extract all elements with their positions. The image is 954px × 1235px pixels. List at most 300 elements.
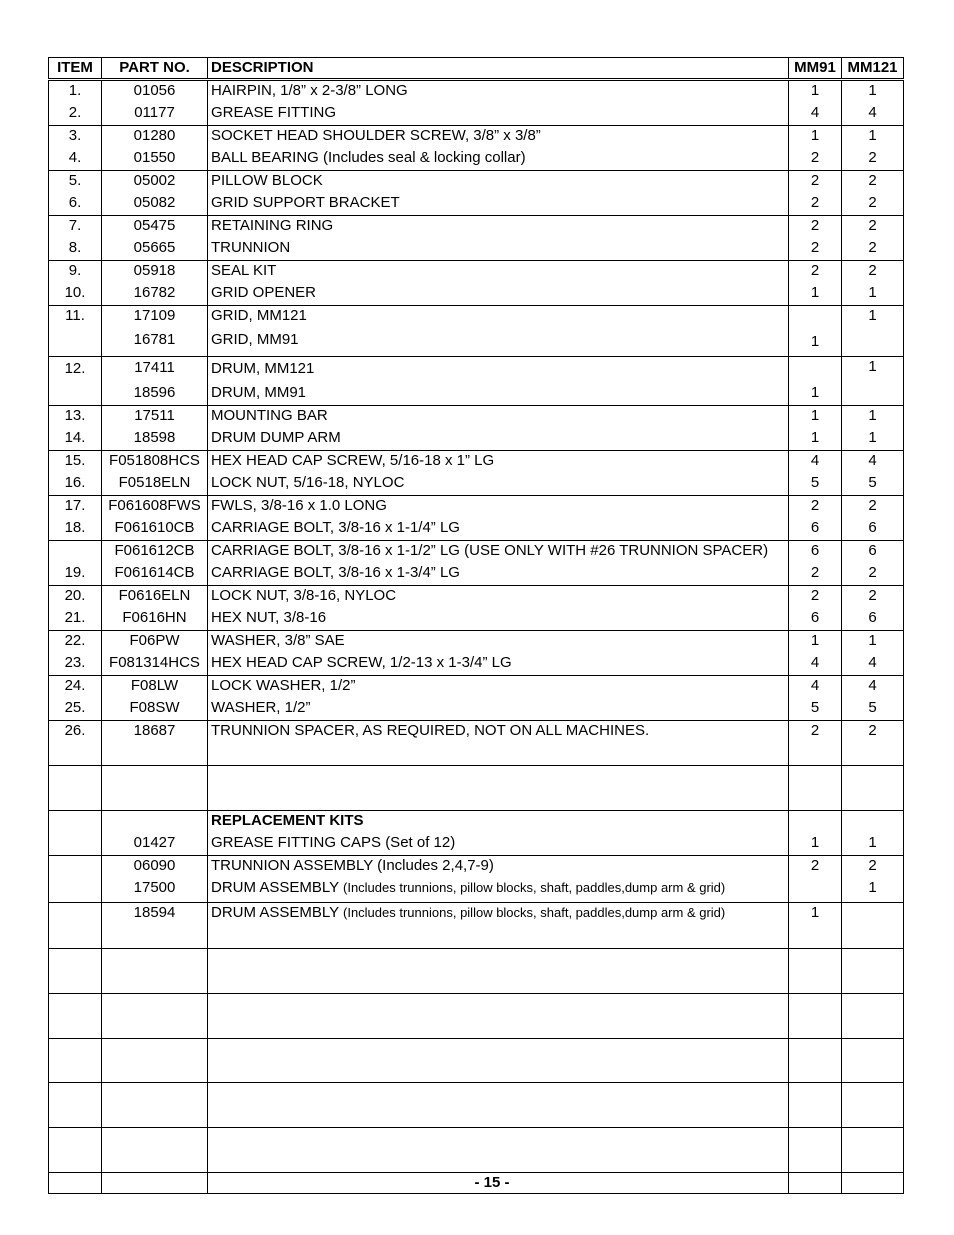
description-note: (Includes trunnions, pillow blocks, shaft, paddles,dump arm & grid) (343, 905, 726, 920)
mm121-qty-text: 1 (868, 307, 877, 324)
part-no-text: 05082 (133, 194, 176, 211)
description-cell (208, 608, 789, 631)
mm121-qty-cell (842, 811, 904, 834)
mm91-qty-cell (789, 406, 842, 429)
description-text: DRUM, MM121 (211, 360, 315, 377)
table-row (49, 126, 904, 149)
mm91-qty-cell (789, 193, 842, 216)
blank-row (49, 1083, 904, 1128)
part-no-text: 18596 (133, 384, 176, 401)
mm121-qty-cell (842, 608, 904, 631)
mm91-qty-text: 5 (810, 474, 820, 491)
item-text: 22. (64, 632, 86, 649)
item-text: 8. (68, 239, 82, 256)
item-cell (49, 878, 102, 903)
mm91-qty-cell (789, 766, 842, 811)
table-row (49, 451, 904, 474)
part-no-text: F0616HN (122, 609, 187, 626)
description-note: (Includes trunnions, pillow blocks, shaft, paddles,dump arm & grid) (343, 880, 726, 895)
mm121-qty-text: 1 (868, 429, 877, 446)
item-text: 12. (64, 360, 86, 377)
part-no-text: 18598 (133, 429, 176, 446)
part-no-cell (102, 451, 208, 474)
mm121-qty-text: 1 (868, 82, 877, 99)
part-no-cell (102, 406, 208, 429)
part-no-cell (102, 328, 208, 357)
part-no-text: F061614CB (114, 564, 195, 581)
part-no-cell (102, 171, 208, 194)
description-text: CARRIAGE BOLT, 3/8-16 x 1-1/2” LG (USE ONLY WITH #26 TRUNNION SPACER) (211, 542, 769, 559)
item-cell (49, 541, 102, 564)
mm91-qty-text: 6 (810, 542, 820, 559)
item-cell (49, 766, 102, 811)
mm121-qty-text: 2 (868, 217, 877, 234)
mm91-qty-text: 1 (810, 384, 820, 401)
description-cell (208, 383, 789, 406)
item-cell (49, 171, 102, 194)
table-row (49, 518, 904, 541)
mm91-qty-cell (789, 653, 842, 676)
table-row (49, 216, 904, 239)
mm91-qty-cell (789, 903, 842, 949)
item-cell (49, 193, 102, 216)
mm91-qty-cell (789, 383, 842, 406)
mm91-qty-cell (789, 473, 842, 496)
item-text: 3. (68, 127, 82, 144)
mm121-qty-text: 2 (868, 722, 877, 739)
blank-row (49, 1128, 904, 1173)
part-no-cell (102, 261, 208, 284)
part-no-text: F061610CB (114, 519, 195, 536)
mm121-qty-cell (842, 238, 904, 261)
blank-row (49, 1039, 904, 1083)
description-cell (208, 903, 789, 949)
description-text: TRUNNION ASSEMBLY (Includes 2,4,7-9) (211, 857, 494, 874)
description-text: TRUNNION SPACER, AS REQUIRED, NOT ON ALL MACHINES. (211, 722, 650, 739)
part-no-cell (102, 698, 208, 721)
mm121-qty-cell (842, 903, 904, 949)
mm91-qty-text: 1 (810, 333, 820, 350)
mm121-qty-text: 4 (868, 654, 877, 671)
table-row (49, 357, 904, 384)
mm121-qty-cell (842, 653, 904, 676)
part-no-cell (102, 994, 208, 1039)
mm121-qty-cell (842, 994, 904, 1039)
item-cell (49, 406, 102, 429)
description-text: TRUNNION (211, 239, 291, 256)
mm121-qty-cell (842, 541, 904, 564)
table-row (49, 171, 904, 194)
table-row (49, 193, 904, 216)
item-cell (49, 949, 102, 994)
description-text: WASHER, 1/2” (211, 699, 311, 716)
part-no-cell (102, 496, 208, 519)
part-no-cell (102, 518, 208, 541)
description-cell (208, 949, 789, 994)
table-row (49, 608, 904, 631)
part-no-text: 01550 (133, 149, 176, 166)
mm91-qty-cell (789, 171, 842, 194)
table-row (49, 653, 904, 676)
mm91-qty-cell (789, 878, 842, 903)
part-no-text: F051808HCS (109, 452, 200, 469)
mm91-qty-cell (789, 1039, 842, 1083)
part-no-text: 05475 (133, 217, 176, 234)
item-text: 14. (64, 429, 86, 446)
item-cell (49, 994, 102, 1039)
table-header-row (49, 58, 904, 80)
item-cell (49, 328, 102, 357)
part-no-cell (102, 283, 208, 306)
table-row (49, 586, 904, 609)
mm121-qty-cell (842, 518, 904, 541)
mm121-qty-cell (842, 451, 904, 474)
mm91-qty-text: 4 (810, 104, 820, 121)
description-cell (208, 833, 789, 856)
part-no-text: F061608FWS (108, 497, 201, 514)
item-text: 11. (65, 307, 85, 324)
table-row (49, 541, 904, 564)
description-cell (208, 406, 789, 429)
item-text: 13. (64, 407, 86, 424)
description-cell (208, 451, 789, 474)
mm121-qty-cell (842, 428, 904, 451)
item-cell (49, 357, 102, 384)
mm121-qty-cell (842, 406, 904, 429)
mm91-qty-cell (789, 1128, 842, 1173)
part-no-cell (102, 1039, 208, 1083)
item-cell (49, 833, 102, 856)
part-no-cell (102, 103, 208, 126)
mm121-qty-cell (842, 1083, 904, 1128)
mm121-qty-cell (842, 306, 904, 329)
mm121-qty-text: 1 (868, 632, 877, 649)
mm121-qty-cell (842, 103, 904, 126)
description-cell (208, 261, 789, 284)
blank-row (49, 994, 904, 1039)
mm91-qty-cell (789, 238, 842, 261)
description-cell (208, 766, 789, 811)
description-cell (208, 541, 789, 564)
mm121-qty-text: 4 (868, 677, 877, 694)
mm121-qty-text: 1 (868, 127, 877, 144)
item-text: 9. (68, 262, 82, 279)
part-no-cell (102, 148, 208, 171)
description-cell (208, 283, 789, 306)
mm91-qty-text: 6 (810, 519, 820, 536)
description-cell (208, 148, 789, 171)
kit-row (49, 878, 904, 903)
description-text: DRUM DUMP ARM (211, 429, 341, 446)
description-text: LOCK WASHER, 1/2” (211, 677, 356, 694)
item-cell (49, 451, 102, 474)
mm121-qty-cell (842, 473, 904, 496)
item-cell (49, 653, 102, 676)
description-text: DRUM ASSEMBLY (211, 904, 339, 921)
kit-row (49, 903, 904, 949)
mm91-qty-cell (789, 676, 842, 699)
part-no-text: 01427 (133, 834, 176, 851)
mm91-qty-text: 6 (810, 609, 820, 626)
mm121-qty-text: 1 (868, 358, 877, 375)
part-no-cell (102, 541, 208, 564)
mm91-qty-cell (789, 496, 842, 519)
table-row (49, 306, 904, 329)
mm121-qty-cell (842, 328, 904, 357)
mm121-qty-text: 2 (868, 149, 877, 166)
item-text: 26. (64, 722, 86, 739)
part-no-text: 01177 (134, 104, 175, 121)
item-cell (49, 811, 102, 834)
description-text: SOCKET HEAD SHOULDER SCREW, 3/8” x 3/8” (211, 127, 541, 144)
mm91-qty-text: 5 (810, 699, 820, 716)
item-cell (49, 1039, 102, 1083)
page-number: - 15 - (474, 1174, 510, 1191)
description-text: FWLS, 3/8-16 x 1.0 LONG (211, 497, 387, 514)
part-no-text: F0518ELN (118, 474, 191, 491)
mm91-qty-text: 1 (810, 632, 820, 649)
item-cell (49, 903, 102, 949)
description-text: PILLOW BLOCK (211, 172, 323, 189)
item-text: 6. (68, 194, 82, 211)
item-cell (49, 631, 102, 654)
item-text: 10. (64, 284, 86, 301)
mm121-qty-text: 4 (868, 104, 877, 121)
parts-table (48, 57, 904, 1194)
mm91-qty-text: 2 (810, 564, 820, 581)
part-no-cell (102, 903, 208, 949)
description-text: HEX HEAD CAP SCREW, 1/2-13 x 1-3/4” LG (211, 654, 512, 671)
item-text: 18. (64, 519, 86, 536)
part-no-cell (102, 428, 208, 451)
item-text: 20. (64, 587, 86, 604)
mm121-qty-text: 1 (868, 284, 877, 301)
mm121-qty-cell (842, 1128, 904, 1173)
mm121-qty-text: 5 (868, 699, 877, 716)
item-text: 21. (64, 609, 86, 626)
part-no-cell (102, 383, 208, 406)
item-cell (49, 518, 102, 541)
mm121-qty-cell (842, 676, 904, 699)
mm91-qty-cell (789, 811, 842, 834)
part-no-cell (102, 80, 208, 104)
part-no-cell (102, 631, 208, 654)
table-row (49, 676, 904, 699)
part-no-cell (102, 563, 208, 586)
part-no-cell (102, 1128, 208, 1173)
mm121-qty-cell (842, 586, 904, 609)
part-no-text: 17511 (134, 407, 175, 424)
description-cell (208, 631, 789, 654)
description-cell (208, 676, 789, 699)
mm91-qty-cell (789, 721, 842, 766)
table-row (49, 283, 904, 306)
item-text: 7. (68, 217, 82, 234)
item-cell (49, 148, 102, 171)
part-no-cell (102, 878, 208, 903)
mm91-qty-text: 2 (810, 722, 820, 739)
item-cell (49, 126, 102, 149)
description-cell (208, 994, 789, 1039)
description-text: LOCK NUT, 5/16-18, NYLOC (211, 474, 405, 491)
item-cell (49, 608, 102, 631)
blank-row (49, 766, 904, 811)
table-row (49, 563, 904, 586)
description-text: GREASE FITTING CAPS (Set of 12) (211, 834, 456, 851)
mm121-qty-text: 1 (868, 834, 877, 851)
part-no-cell (102, 1083, 208, 1128)
mm91-qty-cell (789, 631, 842, 654)
description-cell (208, 238, 789, 261)
mm121-qty-cell (842, 126, 904, 149)
mm121-qty-cell (842, 261, 904, 284)
mm121-qty-text: 5 (868, 474, 877, 491)
part-no-cell (102, 238, 208, 261)
table-row (49, 721, 904, 766)
part-no-text: 05918 (133, 262, 176, 279)
part-no-cell (102, 126, 208, 149)
mm91-qty-cell (789, 306, 842, 329)
part-no-text: 01056 (133, 82, 176, 99)
description-cell (208, 357, 789, 384)
mm121-qty-cell (842, 216, 904, 239)
item-cell (49, 496, 102, 519)
description-cell (208, 878, 789, 903)
mm91-qty-text: 4 (810, 654, 820, 671)
table-row (49, 383, 904, 406)
table-row (49, 148, 904, 171)
description-text: GREASE FITTING (211, 104, 337, 121)
item-text: 1. (68, 82, 82, 99)
description-text: GRID, MM91 (211, 331, 299, 348)
description-cell (208, 428, 789, 451)
mm121-qty-cell (842, 878, 904, 903)
description-cell (208, 653, 789, 676)
mm121-qty-cell (842, 766, 904, 811)
description-text: HAIRPIN, 1/8” x 2-3/8” LONG (211, 82, 408, 99)
item-text: 25. (64, 699, 86, 716)
mm91-qty-cell (789, 428, 842, 451)
mm121-qty-cell (842, 80, 904, 104)
part-no-text: 01280 (133, 127, 176, 144)
header-part-no: PART NO. (102, 58, 208, 80)
mm91-qty-text: 1 (810, 429, 820, 446)
description-text: WASHER, 3/8” SAE (211, 632, 345, 649)
description-text: DRUM ASSEMBLY (211, 879, 339, 896)
item-text: 16. (64, 474, 86, 491)
mm121-qty-cell (842, 357, 904, 384)
description-cell (208, 496, 789, 519)
item-text: 5. (68, 172, 82, 189)
part-no-cell (102, 608, 208, 631)
part-no-cell (102, 766, 208, 811)
description-text: DRUM, MM91 (211, 384, 307, 401)
table-row (49, 261, 904, 284)
table-row (49, 496, 904, 519)
table-row (49, 328, 904, 357)
mm121-qty-cell (842, 949, 904, 994)
item-cell (49, 103, 102, 126)
mm121-qty-text: 6 (868, 519, 877, 536)
description-cell (208, 193, 789, 216)
mm91-qty-text: 2 (810, 149, 820, 166)
description-cell (208, 306, 789, 329)
mm91-qty-text: 1 (810, 284, 820, 301)
kits-title-row (49, 811, 904, 834)
description-cell (208, 1039, 789, 1083)
part-no-text: F06PW (129, 632, 180, 649)
mm121-qty-cell (842, 698, 904, 721)
mm91-qty-cell (789, 833, 842, 856)
part-no-text: 17500 (133, 879, 176, 896)
description-text: BALL BEARING (Includes seal & locking collar) (211, 149, 526, 166)
table-row (49, 428, 904, 451)
part-no-cell (102, 357, 208, 384)
item-text: 24. (64, 677, 86, 694)
item-cell (49, 1128, 102, 1173)
description-text: LOCK NUT, 3/8-16, NYLOC (211, 587, 397, 604)
mm91-qty-text: 2 (810, 497, 820, 514)
item-text: 23. (64, 654, 86, 671)
item-cell (49, 698, 102, 721)
part-no-text: F08LW (130, 677, 179, 694)
header-mm121: MM121 (842, 58, 904, 80)
mm91-qty-text: 1 (810, 834, 820, 851)
blank-row (49, 949, 904, 994)
item-cell (49, 563, 102, 586)
mm121-qty-text: 1 (868, 879, 877, 896)
part-no-text: 16781 (133, 331, 176, 348)
mm91-qty-cell (789, 586, 842, 609)
part-no-text: 05002 (133, 172, 176, 189)
part-no-cell (102, 306, 208, 329)
part-no-text: 16782 (133, 284, 176, 301)
item-cell (49, 721, 102, 766)
mm91-qty-text: 4 (810, 677, 820, 694)
mm91-qty-cell (789, 518, 842, 541)
header-item: ITEM (49, 58, 102, 80)
description-text: CARRIAGE BOLT, 3/8-16 x 1-1/4” LG (211, 519, 460, 536)
item-cell (49, 216, 102, 239)
kit-row (49, 856, 904, 879)
item-text: 19. (64, 564, 86, 581)
item-cell (49, 1083, 102, 1128)
description-cell (208, 586, 789, 609)
part-no-text: 17109 (133, 307, 176, 324)
description-cell (208, 518, 789, 541)
item-cell (49, 586, 102, 609)
mm121-qty-cell (842, 1039, 904, 1083)
table-row (49, 103, 904, 126)
part-no-text: F08SW (129, 699, 180, 716)
table-row (49, 698, 904, 721)
part-no-cell (102, 949, 208, 994)
mm91-qty-text: 1 (810, 904, 820, 921)
mm91-qty-cell (789, 541, 842, 564)
mm121-qty-text: 4 (868, 452, 877, 469)
mm121-qty-cell (842, 383, 904, 406)
item-cell (49, 676, 102, 699)
header-mm91: MM91 (789, 58, 842, 80)
mm91-qty-cell (789, 80, 842, 104)
description-text: GRID OPENER (211, 284, 317, 301)
mm121-qty-text: 2 (868, 239, 877, 256)
item-cell (49, 283, 102, 306)
part-no-text: F061612CB (114, 542, 195, 559)
description-text: SEAL KIT (211, 262, 277, 279)
item-text: 4. (68, 149, 82, 166)
part-no-cell (102, 721, 208, 766)
